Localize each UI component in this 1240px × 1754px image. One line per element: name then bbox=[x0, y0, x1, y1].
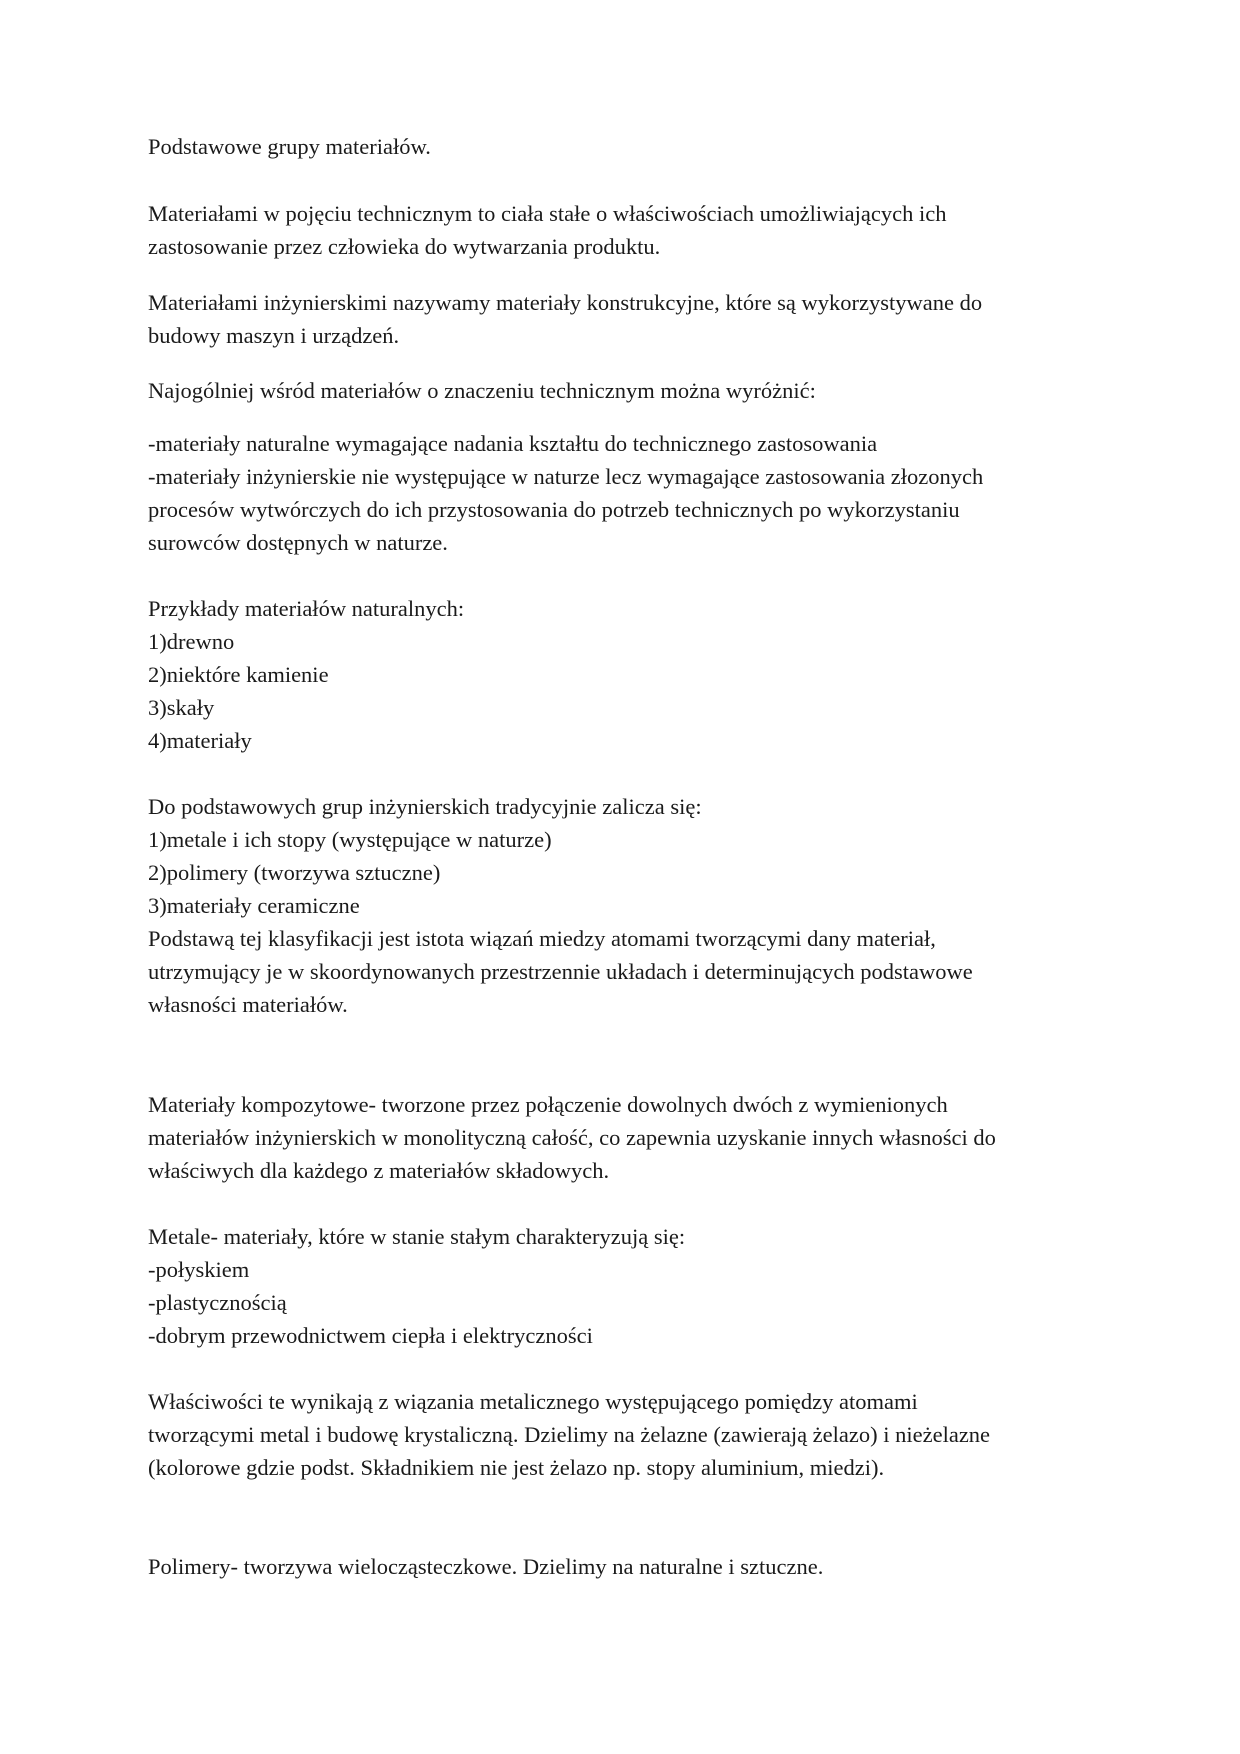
list-item: 3)skały bbox=[148, 695, 215, 720]
list-heading: Do podstawowych grup inżynierskich tradycyjnie zalicza się: bbox=[148, 794, 702, 819]
text-line: własności materiałów. bbox=[148, 992, 348, 1017]
list-item: 2)niektóre kamienie bbox=[148, 662, 329, 687]
list-item: 3)materiały ceramiczne bbox=[148, 893, 360, 918]
text-line: Polimery- tworzywa wielocząsteczkowe. Dzielimy na naturalne i sztuczne. bbox=[148, 1554, 824, 1579]
text-line: -materiały naturalne wymagające nadania kształtu do technicznego zastosowania bbox=[148, 431, 878, 456]
list-item: -plastycznością bbox=[148, 1290, 287, 1315]
list-item: 1)drewno bbox=[148, 629, 235, 654]
list-heading: Metale- materiały, które w stanie stałym charakteryzują się: bbox=[148, 1224, 686, 1249]
list-item: 1)metale i ich stopy (występujące w naturze) bbox=[148, 827, 552, 852]
text-line: (kolorowe gdzie podst. Składnikiem nie jest żelazo np. stopy aluminium, miedzi). bbox=[148, 1455, 885, 1480]
natural-materials-list bbox=[148, 592, 1108, 757]
paragraph-properties bbox=[148, 1385, 1108, 1484]
text-line: Właściwości te wynikają z wiązania metalicznego występującego pomiędzy atomami bbox=[148, 1389, 918, 1414]
text-line: budowy maszyn i urządzeń. bbox=[148, 323, 400, 348]
paragraph-categories bbox=[148, 427, 1108, 559]
list-item: -dobrym przewodnictwem ciepła i elektryczności bbox=[148, 1323, 593, 1348]
text-line: właściwych dla każdego z materiałów składowych. bbox=[148, 1158, 610, 1183]
text-line: utrzymujący je w skoordynowanych przestrzennie układach i determinujących podstawowe bbox=[148, 959, 973, 984]
text-line: Materiały kompozytowe- tworzone przez połączenie dowolnych dwóch z wymienionych bbox=[148, 1092, 948, 1117]
text-line: -materiały inżynierskie nie występujące w naturze lecz wymagające zastosowania złozonych bbox=[148, 464, 984, 489]
text-line: zastosowanie przez człowieka do wytwarzania produktu. bbox=[148, 234, 661, 259]
metals-list bbox=[148, 1220, 1108, 1352]
list-item: 4)materiały bbox=[148, 728, 252, 753]
text-line: Materiałami w pojęciu technicznym to ciała stałe o właściwościach umożliwiających ich bbox=[148, 201, 947, 226]
list-item: -połyskiem bbox=[148, 1257, 250, 1282]
text-line: Najogólniej wśród materiałów o znaczeniu technicznym można wyróżnić: bbox=[148, 378, 816, 403]
paragraph-polymers bbox=[148, 1550, 1108, 1583]
text-line: procesów wytwórczych do ich przystosowania do potrzeb technicznych po wykorzystaniu bbox=[148, 497, 960, 522]
text-line: tworzącymi metal i budowę krystaliczną. Dzielimy na żelazne (zawierają żelazo) i nieżelazne bbox=[148, 1422, 991, 1447]
paragraph-composites bbox=[148, 1088, 1108, 1187]
title-line: Podstawowe grupy materiałów. bbox=[148, 134, 431, 159]
text-line: Podstawą tej klasyfikacji jest istota wiązań miedzy atomami tworzącymi dany materiał, bbox=[148, 926, 936, 951]
document-title bbox=[148, 130, 1108, 163]
text-line: Materiałami inżynierskimi nazywamy materiały konstrukcyjne, które są wykorzystywane do bbox=[148, 290, 983, 315]
list-heading: Przykłady materiałów naturalnych: bbox=[148, 596, 465, 621]
engineering-groups-list bbox=[148, 790, 1108, 1021]
text-line: materiałów inżynierskich w monolityczną całość, co zapewnia uzyskanie innych własności do bbox=[148, 1125, 996, 1150]
paragraph-intro bbox=[148, 374, 1108, 407]
list-item: 2)polimery (tworzywa sztuczne) bbox=[148, 860, 441, 885]
paragraph-definition bbox=[148, 197, 1108, 263]
paragraph-engineering-materials bbox=[148, 286, 1108, 352]
text-line: surowców dostępnych w naturze. bbox=[148, 530, 448, 555]
